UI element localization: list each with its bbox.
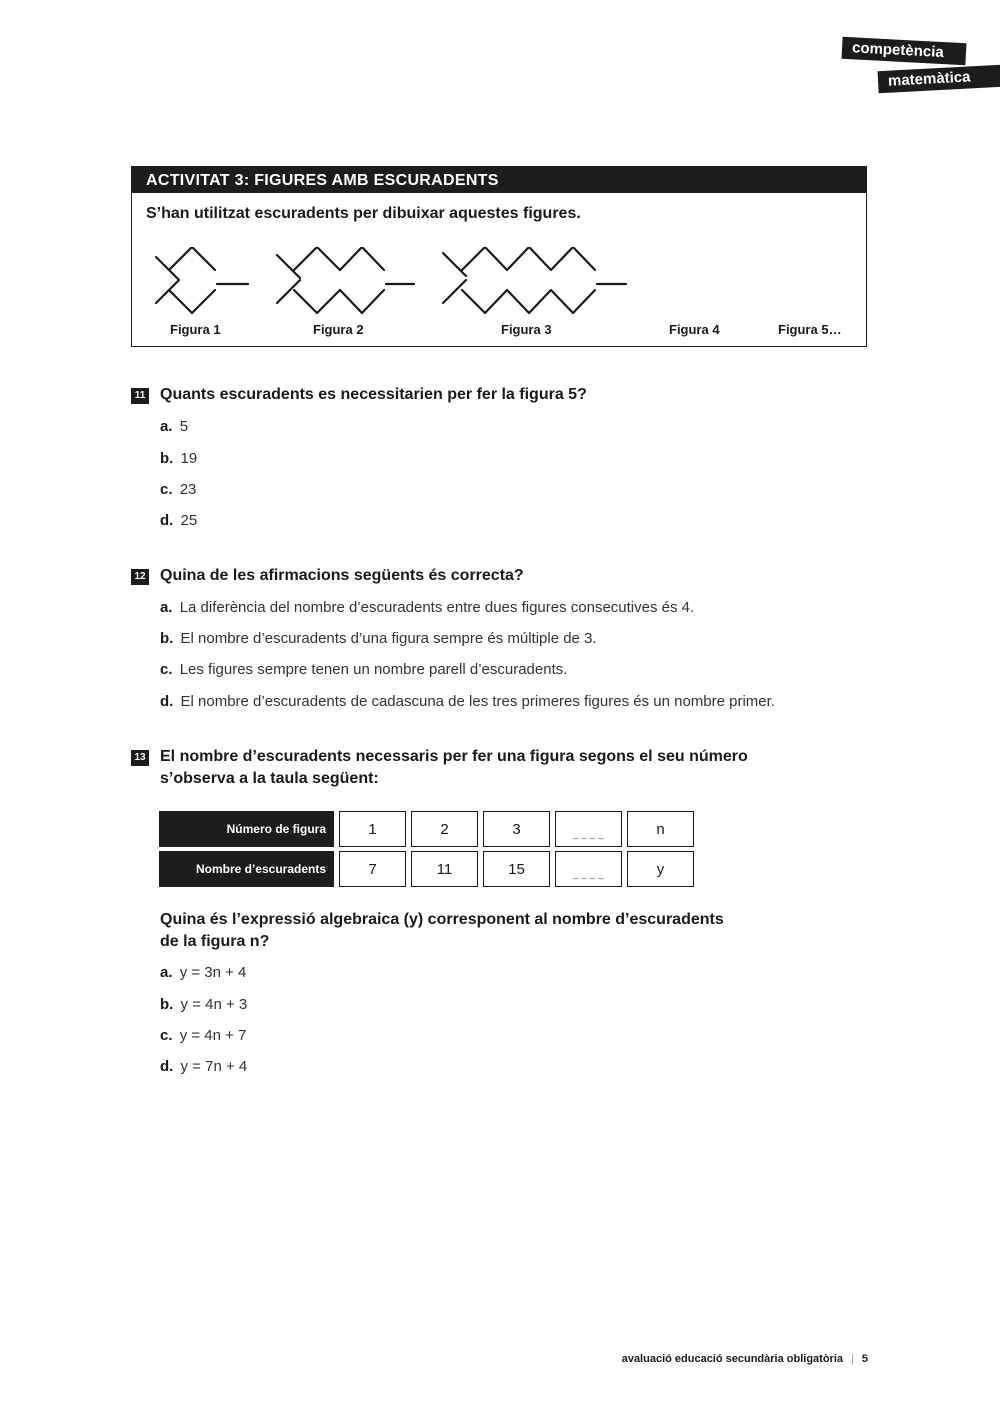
footer-text: avaluació educació secundària obligatòria xyxy=(621,1353,844,1365)
figure-1-label: Figura 1 xyxy=(170,322,221,337)
footer-separator: | xyxy=(851,1353,854,1365)
question-13-option-b[interactable]: b. y = 4n + 3 xyxy=(160,996,248,1013)
competencia-tag: competència xyxy=(842,37,967,65)
activity-intro: S’han utilitzat escuradents per dibuixar aquestes figures. xyxy=(146,205,581,222)
activity-title: ACTIVITAT 3: FIGURES AMB ESCURADENTS xyxy=(132,167,866,193)
question-11-option-b[interactable]: b. 19 xyxy=(160,450,198,467)
question-13-subquestion-line2: de la figura n? xyxy=(160,933,270,950)
figure-2-label: Figura 2 xyxy=(313,322,364,337)
question-11-option-d[interactable]: d. 25 xyxy=(160,512,198,529)
question-13-option-a[interactable]: a. y = 3n + 4 xyxy=(160,964,247,981)
table-cell: n xyxy=(627,811,694,847)
table-cell: 3 xyxy=(483,811,550,847)
question-13-option-d[interactable]: d. y = 7n + 4 xyxy=(160,1058,248,1075)
toothpick-figures xyxy=(132,247,868,317)
question-12-option-a[interactable]: a. La diferència del nombre d’escuradents entre dues figures consecutives és 4. xyxy=(160,599,695,616)
table-cell: 1 xyxy=(339,811,406,847)
figure-3-label: Figura 3 xyxy=(501,322,552,337)
table-cell-blank: _ _ _ _ xyxy=(555,851,622,887)
question-13-option-c[interactable]: c. y = 4n + 7 xyxy=(160,1027,247,1044)
table-cell: 2 xyxy=(411,811,478,847)
question-11-option-a[interactable]: a. 5 xyxy=(160,418,189,435)
question-11-title: Quants escuradents es necessitarien per fer la figura 5? xyxy=(160,386,587,403)
figure-1-drawing xyxy=(156,247,248,313)
figure-2-drawing xyxy=(277,247,414,313)
question-11-option-c[interactable]: c. 23 xyxy=(160,481,197,498)
question-12-number: 12 xyxy=(131,569,149,585)
table-cell: y xyxy=(627,851,694,887)
table-cell: 15 xyxy=(483,851,550,887)
question-13-title-line2: s’observa a la taula següent: xyxy=(160,770,379,787)
question-12-title: Quina de les afirmacions següents és correcta? xyxy=(160,567,524,584)
figure-4-label: Figura 4 xyxy=(669,322,720,337)
table-header-toothpicks: Nombre d’escuradents xyxy=(159,851,334,887)
figure-3-drawing xyxy=(443,247,626,313)
question-12-option-d[interactable]: d. El nombre d’escuradents de cadascuna de les tres primeres figures és un nombre primer. xyxy=(160,693,775,710)
matematica-tag: matemàtica xyxy=(878,65,1000,93)
activity-box xyxy=(131,166,867,347)
question-11-number: 11 xyxy=(131,388,149,404)
question-13-title-line1: El nombre d’escuradents necessaris per fer una figura segons el seu número xyxy=(160,748,748,765)
table-header-figure-number: Número de figura xyxy=(159,811,334,847)
figure-5-label: Figura 5… xyxy=(778,322,842,337)
question-13-number: 13 xyxy=(131,750,149,766)
table-cell-blank: _ _ _ _ xyxy=(555,811,622,847)
table-cell: 7 xyxy=(339,851,406,887)
page-footer xyxy=(622,1353,868,1365)
question-12-option-c[interactable]: c. Les figures sempre tenen un nombre parell d’escuradents. xyxy=(160,661,568,678)
question-12-option-b[interactable]: b. El nombre d’escuradents d’una figura sempre és múltiple de 3. xyxy=(160,630,597,647)
question-13-subquestion-line1: Quina és l’expressió algebraica (y) corresponent al nombre d’escuradents xyxy=(160,911,724,928)
table-cell: 11 xyxy=(411,851,478,887)
page-number: 5 xyxy=(861,1353,868,1365)
